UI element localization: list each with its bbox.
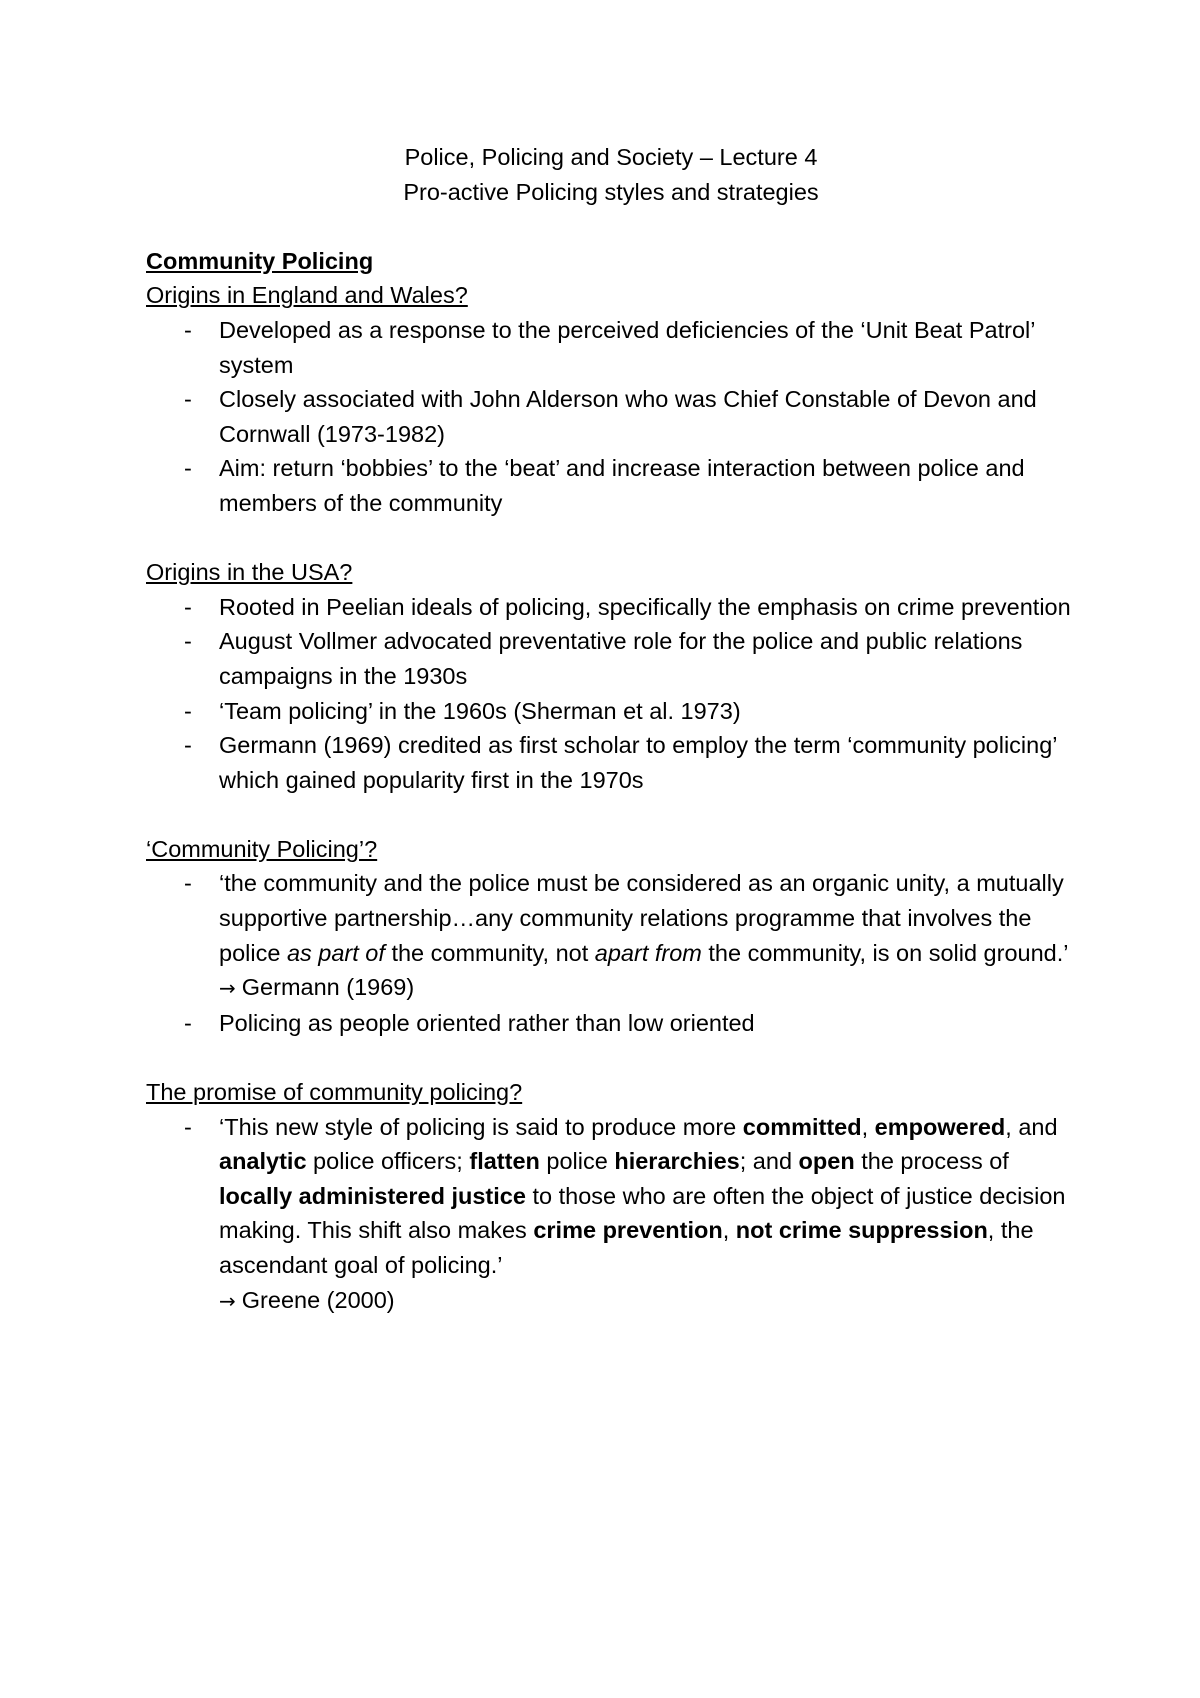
quote-segment: , (861, 1113, 875, 1140)
citation (219, 970, 1076, 1006)
list-item (146, 382, 1076, 451)
list-item-text: August Vollmer advocated preventative role for the police and public relations campaigns in the 1930s (219, 628, 1023, 689)
quote-bold: crime prevention (533, 1217, 723, 1244)
quote-bold: hierarchies (614, 1148, 740, 1175)
quote-bold: committed (742, 1113, 862, 1140)
list-item (146, 590, 1076, 625)
spacer (146, 797, 1076, 832)
list-item-text: Closely associated with John Alderson who was Chief Constable of Devon and Cornwall (1973-1982) (219, 386, 1037, 447)
citation-text: Germann (1969) (241, 974, 415, 1001)
arrow-right-icon: → (219, 976, 236, 1001)
list-item-text: Rooted in Peelian ideals of policing, specifically the emphasis on crime prevention (219, 593, 1071, 620)
quote-segment: police officers; (306, 1148, 470, 1175)
quote-italic: as part of (286, 939, 385, 966)
bullet-list-definition (146, 866, 1076, 1040)
quote-segment: ‘This new style of policing is said to produce more (219, 1113, 743, 1140)
quote-bold: empowered (874, 1113, 1006, 1140)
quote-bold: not crime suppression (735, 1217, 988, 1244)
quote-bold: locally administered justice (219, 1182, 526, 1209)
bullet-dash: - (184, 593, 192, 620)
bullet-list-promise (146, 1110, 1076, 1319)
quote-text (219, 870, 1068, 965)
quote-segment: , (722, 1217, 736, 1244)
list-item-text: Policing as people oriented rather than low oriented (219, 1009, 755, 1036)
document-subtitle: Pro-active Policing styles and strategies (403, 178, 819, 205)
quote-segment: ‘the community and the police must be considered as an organic unity, a mutually supportive partnership…any community relations programme that involves the police (219, 870, 1064, 966)
list-item-text: ‘Team policing’ in the 1960s (Sherman et al. 1973) (219, 697, 741, 724)
arrow-right-icon: → (219, 1288, 236, 1313)
quote-segment: the community, is on solid ground.’ (701, 939, 1069, 966)
bullet-dash: - (184, 1113, 192, 1140)
list-item-text: Germann (1969) credited as first scholar to employ the term ‘community policing’ which gained popularity first in the 1970s (219, 732, 1057, 793)
bullet-dash: - (184, 455, 192, 482)
list-item (146, 728, 1076, 797)
subheading-promise-community-policing: The promise of community policing? (146, 1079, 523, 1106)
list-item (146, 451, 1076, 520)
list-item-text: Aim: return ‘bobbies’ to the ‘beat’ and increase interaction between police and members of the community (219, 455, 1025, 516)
spacer (146, 209, 1076, 244)
quote-segment: the community, not (384, 939, 595, 966)
list-item (146, 313, 1076, 382)
quote-text (219, 1114, 1065, 1278)
quote-italic: apart from (594, 939, 702, 966)
quote-bold: flatten (469, 1148, 540, 1175)
quote-segment: ; and (739, 1148, 799, 1175)
list-item (146, 624, 1076, 693)
subheading-origins-usa: Origins in the USA? (146, 559, 353, 586)
bullet-dash: - (184, 386, 192, 413)
quote-bold: open (798, 1148, 855, 1175)
quote-segment: to those who are often the object of justice decision making. This shift also makes (219, 1182, 1066, 1244)
subheading-origins-england-wales: Origins in England and Wales? (146, 282, 468, 309)
bullet-list-england-wales (146, 313, 1076, 521)
document-body (146, 140, 1076, 1318)
citation (219, 1283, 1076, 1319)
subheading-community-policing-definition: ‘Community Policing’? (146, 835, 378, 862)
quote-bold: analytic (219, 1148, 307, 1175)
list-item (146, 1006, 1076, 1041)
list-item-text: Developed as a response to the perceived deficiencies of the ‘Unit Beat Patrol’ system (219, 316, 1035, 378)
citation-text: Greene (2000) (241, 1286, 395, 1313)
list-item (146, 866, 1076, 1005)
list-item (146, 1110, 1076, 1319)
section-heading-community-policing: Community Policing (146, 247, 374, 274)
bullet-dash: - (184, 316, 192, 343)
quote-segment: the process of (854, 1148, 1009, 1175)
bullet-dash: - (184, 870, 192, 897)
list-item (146, 694, 1076, 729)
bullet-list-usa (146, 590, 1076, 798)
bullet-dash: - (184, 1009, 192, 1036)
document-title: Police, Policing and Society – Lecture 4 (404, 144, 818, 170)
quote-segment: police (539, 1148, 615, 1175)
spacer (146, 1040, 1076, 1075)
bullet-dash: - (184, 732, 192, 759)
bullet-dash: - (184, 697, 192, 724)
spacer (146, 521, 1076, 556)
quote-segment: , the ascendant goal of policing.’ (219, 1217, 1034, 1278)
bullet-dash: - (184, 628, 192, 655)
quote-segment: , and (1005, 1113, 1058, 1140)
